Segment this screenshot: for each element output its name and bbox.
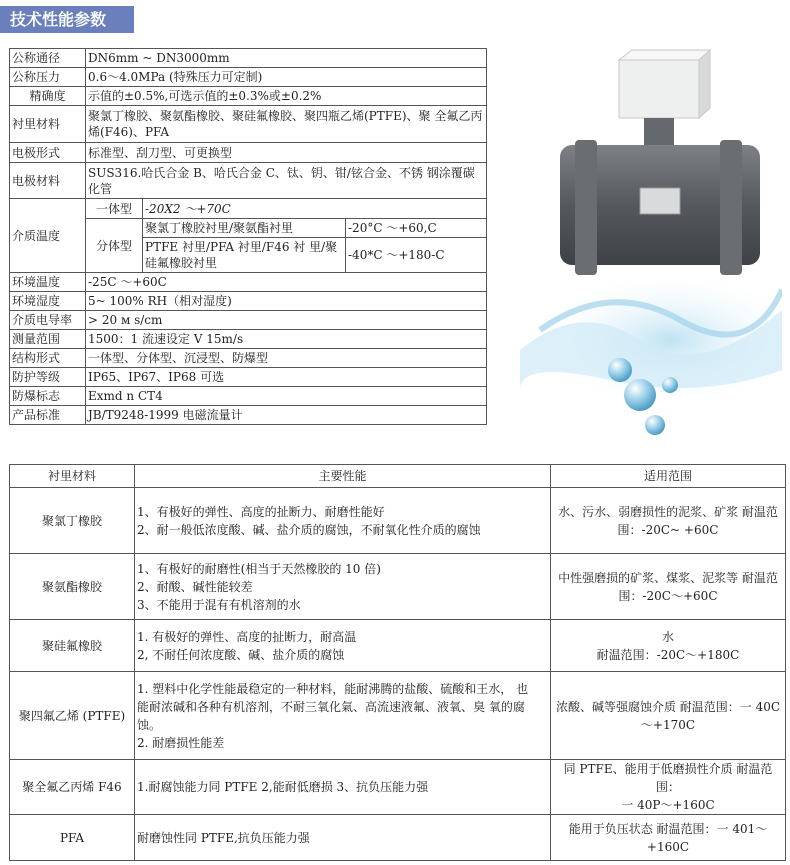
spec-label: 介质温度 (10, 199, 86, 273)
material-name: 聚全氟乙丙烯 F46 (10, 760, 135, 815)
material-scope: 水、污水、弱磨损性的泥浆、矿浆 耐温范 围：-20C~ +60C (551, 488, 786, 554)
spec-table (9, 48, 487, 425)
spec-value: 标准型、刮刀型、可更换型 (86, 143, 487, 163)
spec-label: 防护等级 (10, 368, 86, 387)
material-scope: 中性强磨损的矿浆、煤浆、泥浆等 耐温范 围：-20C～+60C (551, 554, 786, 620)
lining-material-table (9, 464, 786, 861)
spec-value: DN6mm ~ DN3000mm (86, 49, 487, 68)
spec-value: 聚氯丁橡胶、聚氨酯橡胶、聚硅氟橡胶、聚四瓶乙烯(PTFE)、聚 全氟乙丙烯(F46)、PFA (86, 106, 487, 143)
spec-label: 产品标准 (10, 406, 86, 425)
spec-value: IP65、IP67、IP68 可选 (86, 368, 487, 387)
material-performance: 1.耐腐蚀能力同 PTFE 2,能耐低磨损 3、抗负压能力强 (135, 760, 551, 815)
spec-value: Exmd n CT4 (86, 387, 487, 406)
column-header: 主要性能 (135, 465, 551, 488)
material-name: 聚氨酯橡胶 (10, 554, 135, 620)
spec-label: 公称压力 (10, 68, 86, 87)
material-name: 聚氯丁橡胶 (10, 488, 135, 554)
table-row (10, 815, 786, 861)
table-row (10, 554, 786, 620)
spec-label: 电极材料 (10, 163, 86, 199)
table-row (10, 672, 786, 760)
temp-value-integral: -20X2 ～+70C (143, 199, 487, 219)
material-scope: 能用于负压状态 耐温范围：一 401～ +160C (551, 815, 786, 861)
bubble (608, 358, 632, 382)
material-performance: 1、有极好的耐磨性(相当于天然橡胶的 10 倍) 2、耐酸、碱性能较差 3、不能用于混有有机溶剂的水 (135, 554, 551, 620)
spec-value: 5~ 100% RH（相对湿度) (86, 292, 487, 311)
material-name: 聚四氟乙烯 (PTFE) (10, 672, 135, 760)
temp-value-rubber: -20°C ～+60,C (346, 219, 487, 238)
spec-value: 0.6～4.0MPa (特殊压力可定制) (86, 68, 487, 87)
spec-label: 测量范围 (10, 330, 86, 349)
spec-label: 防爆标志 (10, 387, 86, 406)
bubble (645, 415, 665, 435)
material-performance: 耐磨蚀性同 PTFE,抗负压能力强 (135, 815, 551, 861)
temp-lining-rubber: 聚氯丁橡胶衬里/聚氨酯衬里 (143, 219, 346, 238)
material-performance: 1. 有极好的弹性、高度的扯断力，耐高温 2, 不耐任何浓度酸、碱、盐介质的腐蚀 (135, 620, 551, 672)
section-title: 技术性能参数 (0, 6, 134, 33)
spec-label: 结构形式 (10, 349, 86, 368)
spec-value: SUS316.哈氏合金 B、哈氏合金 C、钛、钥、钳/铉合金、不锈 钢涂覆碳化管 (86, 163, 487, 199)
temp-type-integral: 一体型 (86, 199, 143, 219)
bubble (624, 379, 656, 411)
material-name: PFA (10, 815, 135, 861)
material-scope: 浓酸、碱等强腐蚀介质 耐温范围：一 40C ～+170C (551, 672, 786, 760)
spec-value: -25C ～+60C (86, 273, 487, 292)
spec-value: 一体型、分体型、沉浸型、防爆型 (86, 349, 487, 368)
material-scope: 水 耐温范围：-20C～+180C (551, 620, 786, 672)
spec-label: 电极形式 (10, 143, 86, 163)
material-performance: 1、有极好的弹性、高度的扯断力、耐磨性能好 2、耐一般低浓度酸、碱、盐介质的腐蚀，不耐氧化性介质的腐蚀 (135, 488, 551, 554)
table-row (10, 760, 786, 815)
temp-value-ptfe: -40*C ～+180-C (346, 238, 487, 273)
column-header: 适用范围 (551, 465, 786, 488)
material-performance: 1. 塑料中化学性能最稳定的一种材料，能耐沸腾的盐酸、硫酸和王水， 也 能耐浓碱和各种有机溶剂，不耐三氧化氣、高流速液氟、液氧、臭 氧的腐蚀。 2. 耐磨损性能差 (135, 672, 551, 760)
spec-value: JB/T9248-1999 电磁流量计 (86, 406, 487, 425)
material-name: 聚硅氟橡胶 (10, 620, 135, 672)
material-scope: 同 PTFE、能用于低磨损性介质 耐温范围： 一 40P～+160C (551, 760, 786, 815)
spec-value: 示值的±0.5%,可选示值的±0.3%或±0.2% (86, 87, 487, 106)
flowmeter-photo (520, 40, 782, 455)
spec-label: 环境湿度 (10, 292, 86, 311)
temp-type-split: 分体型 (86, 219, 143, 273)
spec-value: 1500：1 流速设定 V 15m/s (86, 330, 487, 349)
bubble (662, 377, 678, 393)
column-header: 衬里材料 (10, 465, 135, 488)
spec-label: 环境温度 (10, 273, 86, 292)
spec-label: 精确度 (10, 87, 86, 106)
spec-label: 衬里材料 (10, 106, 86, 143)
spec-label: 介质电导率 (10, 311, 86, 330)
table-row (10, 620, 786, 672)
table-row (10, 488, 786, 554)
spec-label: 公称通径 (10, 49, 86, 68)
temp-lining-ptfe: PTFE 衬里/PFA 衬里/F46 衬 里/聚硅氟橡胶衬里 (143, 238, 346, 273)
spec-value: > 20 м s/cm (86, 311, 487, 330)
